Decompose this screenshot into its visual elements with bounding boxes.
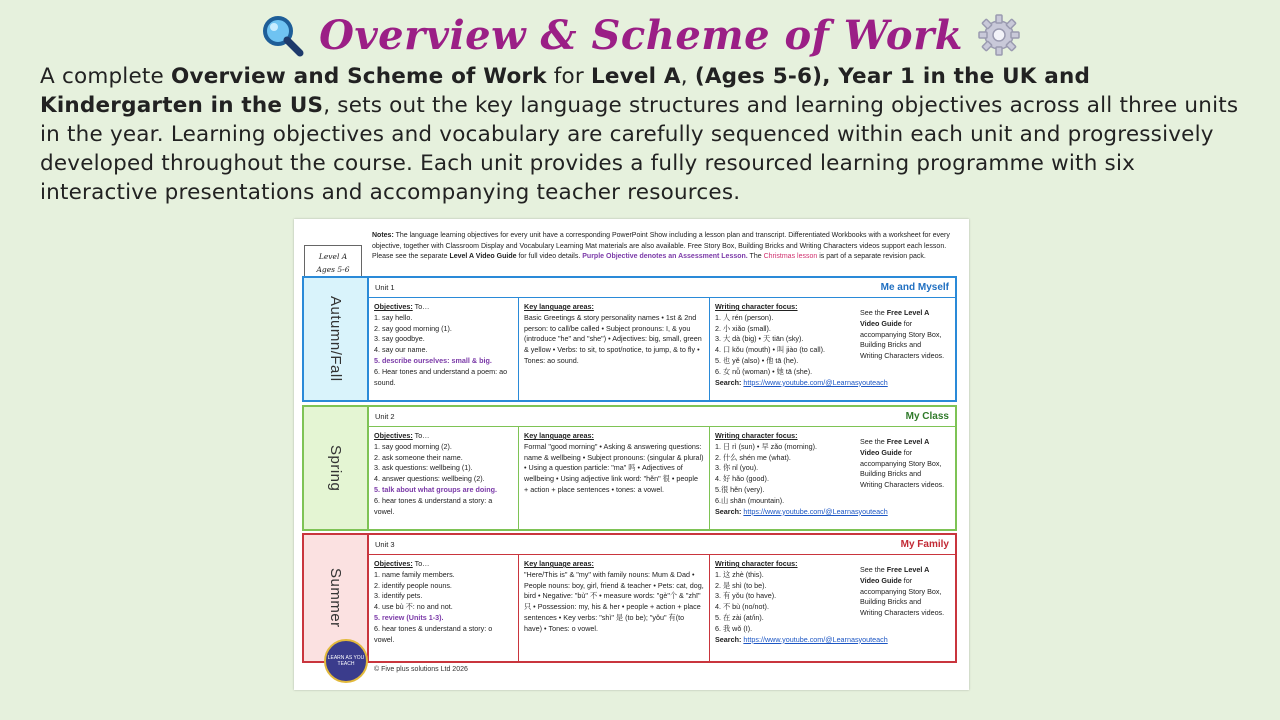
- notes: Notes: The language learning objectives for every unit have a corresponding PowerPoint Show including a lesson plan and transcript. Differentiated Workbooks with a worksheet for every objective, together with Classroom Display and Vocabulary Learning Mat materials are also available. Free Story Box, Building Bricks and Writing Characters videos support each lesson. Please see the separate Level A Video Guide for full video details. Purple Objective denotes an Assessment Lesson. The Christmas lesson is part of a separate revision pack.: [372, 232, 950, 260]
- writing-column: Writing character focus: 1. 人 rén (person). 2. 小 xiǎo (small). 3. 大 dà (big) • 天 tiān (sky). 4. 口 kǒu (mouth) • 叫 jiào (to call). 5. 也 yě (also) • 他 tā (he). 6. 女 nǚ (woman) • 她 tā (she). Search: https://www.youtube.com/@Learnasyouteach See the Free Level A Video Guide for accompanying Story Box, Building Bricks and Writing Characters videos.: [709, 298, 955, 400]
- learn-as-you-teach-logo: LEARN AS YOU TEACH: [324, 639, 368, 683]
- unit-name: Me and Myself: [880, 282, 949, 293]
- season-label: Spring: [304, 407, 369, 529]
- objectives-column: Objectives: To… 1. say good morning (2). 2. ask someone their name. 3. ask questions: wellbeing (1). 4. answer questions: wellbeing (2). 5. talk about what groups are doing. 6. hear tones & understand a story: a vowel.: [374, 431, 497, 516]
- gear-icon: [977, 13, 1021, 57]
- copyright: © Five plus solutions Ltd 2026: [374, 666, 468, 673]
- unit-header: Unit 3 My Family: [369, 535, 955, 555]
- objectives-column: Objectives: To… 1. name family members. 2. identify people nouns. 3. identify pets. 4. use bù 不: no and not. 5. review (Units 1-3). 6. hear tones & understand a story: o vowel.: [374, 559, 493, 644]
- unit-name: My Family: [900, 539, 949, 550]
- key-language-column: Key language areas: Basic Greetings & story personality names • 1st & 2nd person: to call/be called • Subject pronouns: I, & you (introduce "he" and "she") • Adjectives: big, small, green & yellow • Verbs: to sit, to spot/notice, to jump, & to fly • Tones: ao sound.: [518, 298, 709, 400]
- key-language-column: Key language areas: Formal "good morning" • Asking & answering questions: name & wellbeing • Subject pronouns: (singular & plural) • Using a question particle: "ma" 吗 • Adjectives of wellbeing • Using adjective link word: "hěn" 很 • people + action + place sentences • tones: a vowel.: [518, 427, 709, 529]
- key-language-column: Key language areas: "Here/This is" & "my" with family nouns: Mum & Dad • People nouns: boy, girl, friend & teacher • Pets: cat, dog, bird • Negative: "bù" 不 • measure words: "gè"个 & "zhī" 只 • Possession: my, his & her • people + action + place sentences • Key verbs: "shì" 是 (to be); "yǒu" 有(to have) • Tones: o vowel.: [518, 555, 709, 661]
- youtube-link[interactable]: https://www.youtube.com/@Learnasyouteach: [743, 377, 888, 387]
- video-guide-note: See the Free Level A Video Guide for accompanying Story Box, Building Bricks and Writing Characters videos.: [860, 308, 945, 361]
- unit-header: Unit 1 Me and Myself: [369, 278, 955, 298]
- unit-1-row: [302, 276, 957, 402]
- objectives-column: Objectives: To… 1. say hello. 2. say good morning (1). 3. say goodbye. 4. say our name. 5. describe ourselves: small & big. 6. Hear tones and understand a poem: ao sound.: [374, 302, 508, 387]
- unit-3-row: [302, 533, 957, 663]
- unit-name: My Class: [905, 411, 949, 422]
- level-box: Level A Ages 5-6: [304, 245, 362, 291]
- season-label: Autumn/Fall: [304, 278, 369, 400]
- youtube-link[interactable]: https://www.youtube.com/@Learnasyouteach: [743, 634, 888, 644]
- writing-column: Writing character focus: 1. 这 zhè (this). 2. 是 shì (to be). 3. 有 yǒu (to have). 4. 不 bù (no/not). 5. 在 zài (at/in). 6. 我 wǒ (I). Search: https://www.youtube.com/@Learnasyouteach See the Free Level A Video Guide for accompanying Story Box, Building Bricks and Writing Characters videos.: [709, 555, 955, 661]
- page-title-row: [0, 6, 1280, 64]
- season-label: Summer: [304, 535, 369, 661]
- writing-column: Writing character focus: 1. 日 rì (sun) • 早 zǎo (morning). 2. 什么 shén me (what). 3. 你 nǐ (you). 4. 好 hǎo (good). 5.很 hěn (very). 6.山 shān (mountain). Search: https://www.youtube.com/@Learnasyouteach See the Free Level A Video Guide for accompanying Story Box, Building Bricks and Writing Characters videos.: [709, 427, 955, 529]
- unit-header: Unit 2 My Class: [369, 407, 955, 427]
- page-title: Overview & Scheme of Work: [319, 11, 963, 59]
- unit-2-row: [302, 405, 957, 531]
- video-guide-note: See the Free Level A Video Guide for accompanying Story Box, Building Bricks and Writing Characters videos.: [860, 565, 945, 618]
- intro-paragraph: A complete Overview and Scheme of Work for Level A, (Ages 5-6), Year 1 in the UK and Kindergarten in the US, sets out the key language structures and learning objectives across all three units in the year. Learning objectives and vocabulary are carefully sequenced within each unit and progressively developed throughout the course. Each unit provides a fully resourced learning programme with six interactive presentations and accompanying teacher resources.: [40, 64, 1239, 205]
- video-guide-note: See the Free Level A Video Guide for accompanying Story Box, Building Bricks and Writing Characters videos.: [860, 437, 945, 490]
- youtube-link[interactable]: https://www.youtube.com/@Learnasyouteach: [743, 506, 888, 516]
- magnifier-icon: [259, 12, 305, 58]
- scheme-of-work-document: [294, 219, 969, 690]
